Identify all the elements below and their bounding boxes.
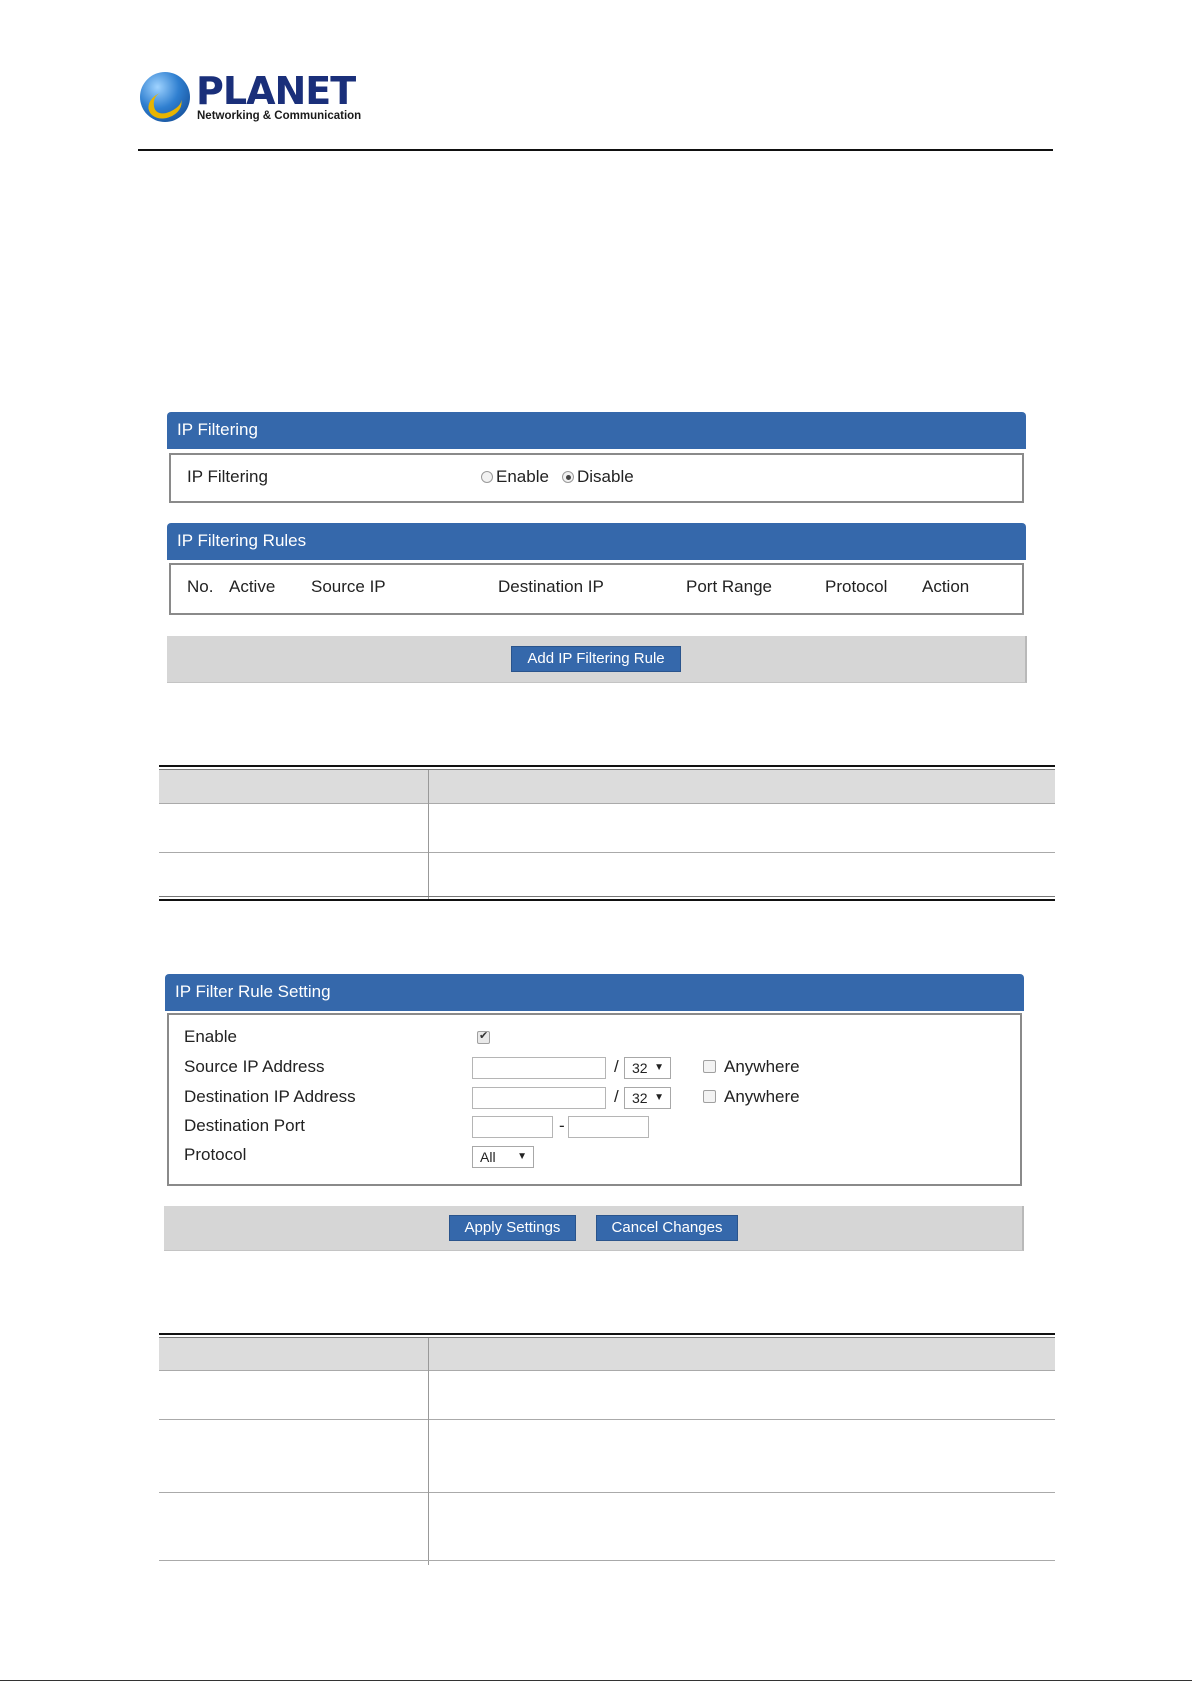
col-destination-ip: Destination IP — [498, 577, 604, 596]
radio-disable[interactable] — [562, 467, 634, 487]
protocol-select[interactable] — [472, 1146, 534, 1168]
header-rule — [138, 149, 1053, 151]
destination-anywhere-label: Anywhere — [724, 1087, 800, 1106]
port-start-input[interactable] — [472, 1116, 553, 1138]
cancel-changes-button[interactable]: Cancel Changes — [596, 1215, 738, 1241]
description-table-1 — [159, 765, 1055, 900]
rules-header-row — [169, 563, 1024, 615]
destination-mask-value: 32 — [632, 1090, 648, 1106]
apply-settings-button[interactable]: Apply Settings — [449, 1215, 576, 1241]
panel-title: IP Filtering — [167, 412, 1026, 449]
table-row-line — [159, 803, 1055, 804]
table-bottom-rule — [159, 899, 1055, 901]
ip-filtering-label: IP Filtering — [187, 467, 268, 486]
ip-filtering-rules-panel — [167, 523, 1026, 615]
col-protocol: Protocol — [825, 577, 888, 596]
radio-enable[interactable] — [481, 467, 549, 487]
source-mask-value: 32 — [632, 1060, 648, 1076]
panel-title: IP Filter Rule Setting — [165, 974, 1024, 1011]
destination-anywhere-checkbox[interactable] — [703, 1090, 716, 1103]
protocol-value: All — [480, 1149, 496, 1165]
source-ip-label: Source IP Address — [184, 1057, 325, 1076]
protocol-label: Protocol — [184, 1145, 247, 1164]
radio-enable-label: Enable — [496, 467, 549, 486]
table-header-row — [159, 1338, 1055, 1370]
logo-wordmark: PLANET — [196, 69, 356, 113]
source-ip-input[interactable] — [472, 1057, 606, 1079]
table-row-line — [159, 1419, 1055, 1420]
source-mask-select[interactable] — [624, 1057, 671, 1079]
table-row-line — [159, 852, 1055, 853]
table-column-divider — [428, 1338, 429, 1565]
ip-filtering-row — [169, 453, 1024, 503]
port-end-input[interactable] — [568, 1116, 649, 1138]
rule-setting-form — [167, 1013, 1022, 1186]
col-source-ip: Source IP — [311, 577, 386, 596]
port-range-separator: - — [559, 1116, 565, 1135]
description-table-2 — [159, 1333, 1055, 1563]
source-anywhere-checkbox[interactable] — [703, 1060, 716, 1073]
table-row-line — [159, 1492, 1055, 1493]
add-ip-filtering-rule-button[interactable]: Add IP Filtering Rule — [511, 646, 681, 672]
destination-port-label: Destination Port — [184, 1116, 305, 1135]
radio-disable-icon[interactable] — [562, 471, 574, 483]
col-no: No. — [187, 577, 214, 596]
source-anywhere-label: Anywhere — [724, 1057, 800, 1076]
destination-ip-input[interactable] — [472, 1087, 606, 1109]
table-bottom-rule-thin — [159, 896, 1055, 897]
enable-checkbox[interactable] — [477, 1031, 490, 1044]
ip-filtering-panel — [167, 412, 1026, 503]
table-bottom-line — [159, 1560, 1055, 1561]
footer-rule — [0, 1680, 1192, 1681]
logo-tagline: Networking & Communication — [197, 110, 362, 122]
table-row-line — [159, 1370, 1055, 1371]
table-column-divider — [428, 770, 429, 900]
col-active: Active — [229, 577, 276, 596]
enable-label: Enable — [184, 1027, 237, 1046]
planet-logo — [140, 69, 362, 126]
destination-mask-separator: / — [614, 1087, 619, 1106]
col-port-range: Port Range — [686, 577, 772, 596]
radio-enable-icon[interactable] — [481, 471, 493, 483]
chevron-down-icon: ▼ — [654, 1092, 664, 1103]
panel-title: IP Filtering Rules — [167, 523, 1026, 560]
source-mask-separator: / — [614, 1057, 619, 1076]
rules-button-bar — [167, 636, 1027, 683]
table-top-rule — [159, 765, 1055, 767]
rule-setting-button-bar — [164, 1206, 1024, 1251]
destination-mask-select[interactable] — [624, 1087, 671, 1109]
ip-filter-rule-setting-panel — [165, 974, 1024, 1186]
destination-ip-label: Destination IP Address — [184, 1087, 356, 1106]
chevron-down-icon: ▼ — [654, 1062, 664, 1073]
chevron-down-icon: ▼ — [517, 1151, 527, 1162]
col-action: Action — [922, 577, 970, 596]
table-header-row — [159, 770, 1055, 803]
table-top-rule — [159, 1333, 1055, 1335]
radio-disable-label: Disable — [577, 467, 634, 486]
